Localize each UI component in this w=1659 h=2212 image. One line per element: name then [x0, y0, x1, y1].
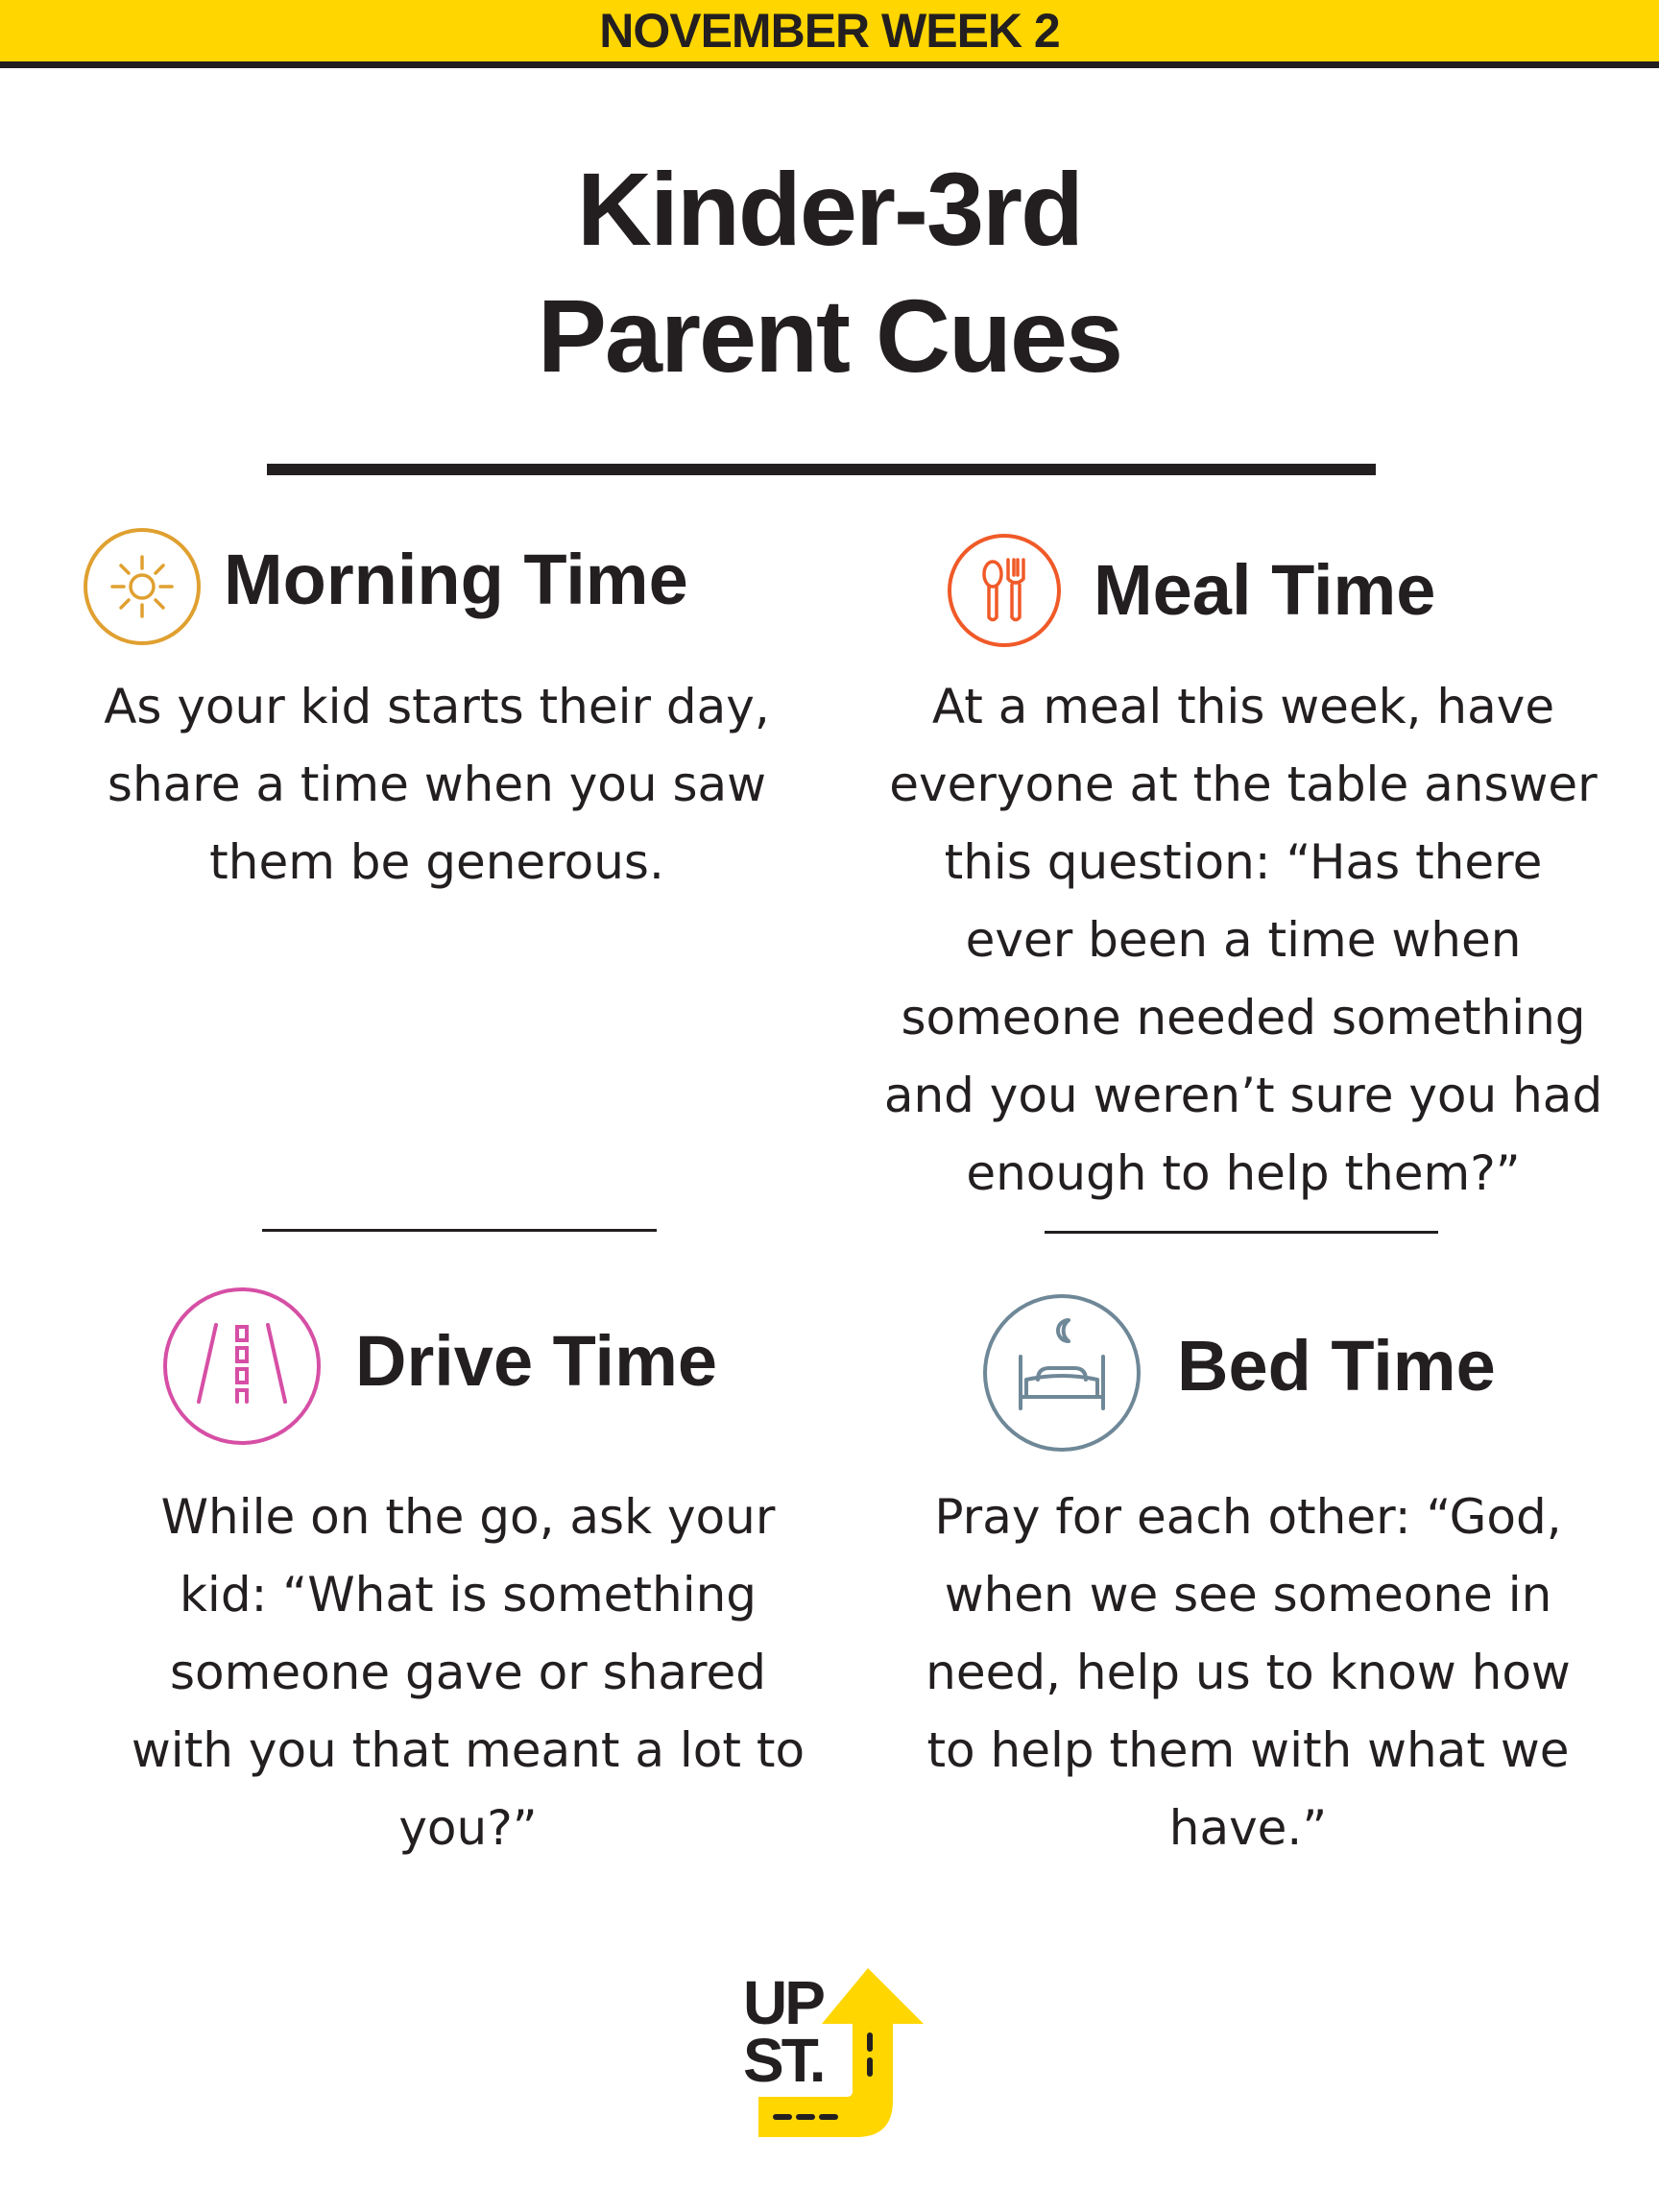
morning-text: As your kid starts their day, share a time when you saw them be generous.: [104, 679, 770, 890]
page-title: [0, 146, 1659, 399]
bed-text: Pray for each other: “God, when we see someone in need, help us to know how to help them with what we have.”: [926, 1489, 1571, 1856]
upstreet-logo: [739, 1968, 931, 2149]
meal-heading: Meal Time: [1094, 550, 1436, 630]
logo-line-1: UP: [743, 1968, 823, 2037]
bed-heading: Bed Time: [1177, 1326, 1496, 1406]
title-divider: [267, 464, 1376, 475]
morning-heading: Morning Time: [224, 540, 688, 619]
logo-line-2: ST.: [743, 2026, 824, 2095]
title-line-2: Parent Cues: [537, 277, 1122, 394]
road-icon: [160, 1285, 324, 1448]
meal-text: At a meal this week, have everyone at the table answer this question: “Has there ever been a time when someone needed something and you weren’t sure you had enough to help them?”: [883, 679, 1603, 1201]
utensils-icon: [945, 531, 1064, 650]
title-line-1: Kinder-3rd: [576, 151, 1083, 267]
divider-left: [262, 1229, 657, 1232]
week-banner: [0, 0, 1659, 68]
drive-text: While on the go, ask your kid: “What is something someone gave or shared with you that meant a lot to you?”: [131, 1489, 805, 1856]
sun-icon: [81, 525, 204, 648]
week-label: NOVEMBER WEEK 2: [599, 4, 1060, 58]
bed-moon-icon: [980, 1291, 1143, 1455]
divider-right: [1045, 1231, 1438, 1234]
drive-heading: Drive Time: [355, 1321, 718, 1401]
